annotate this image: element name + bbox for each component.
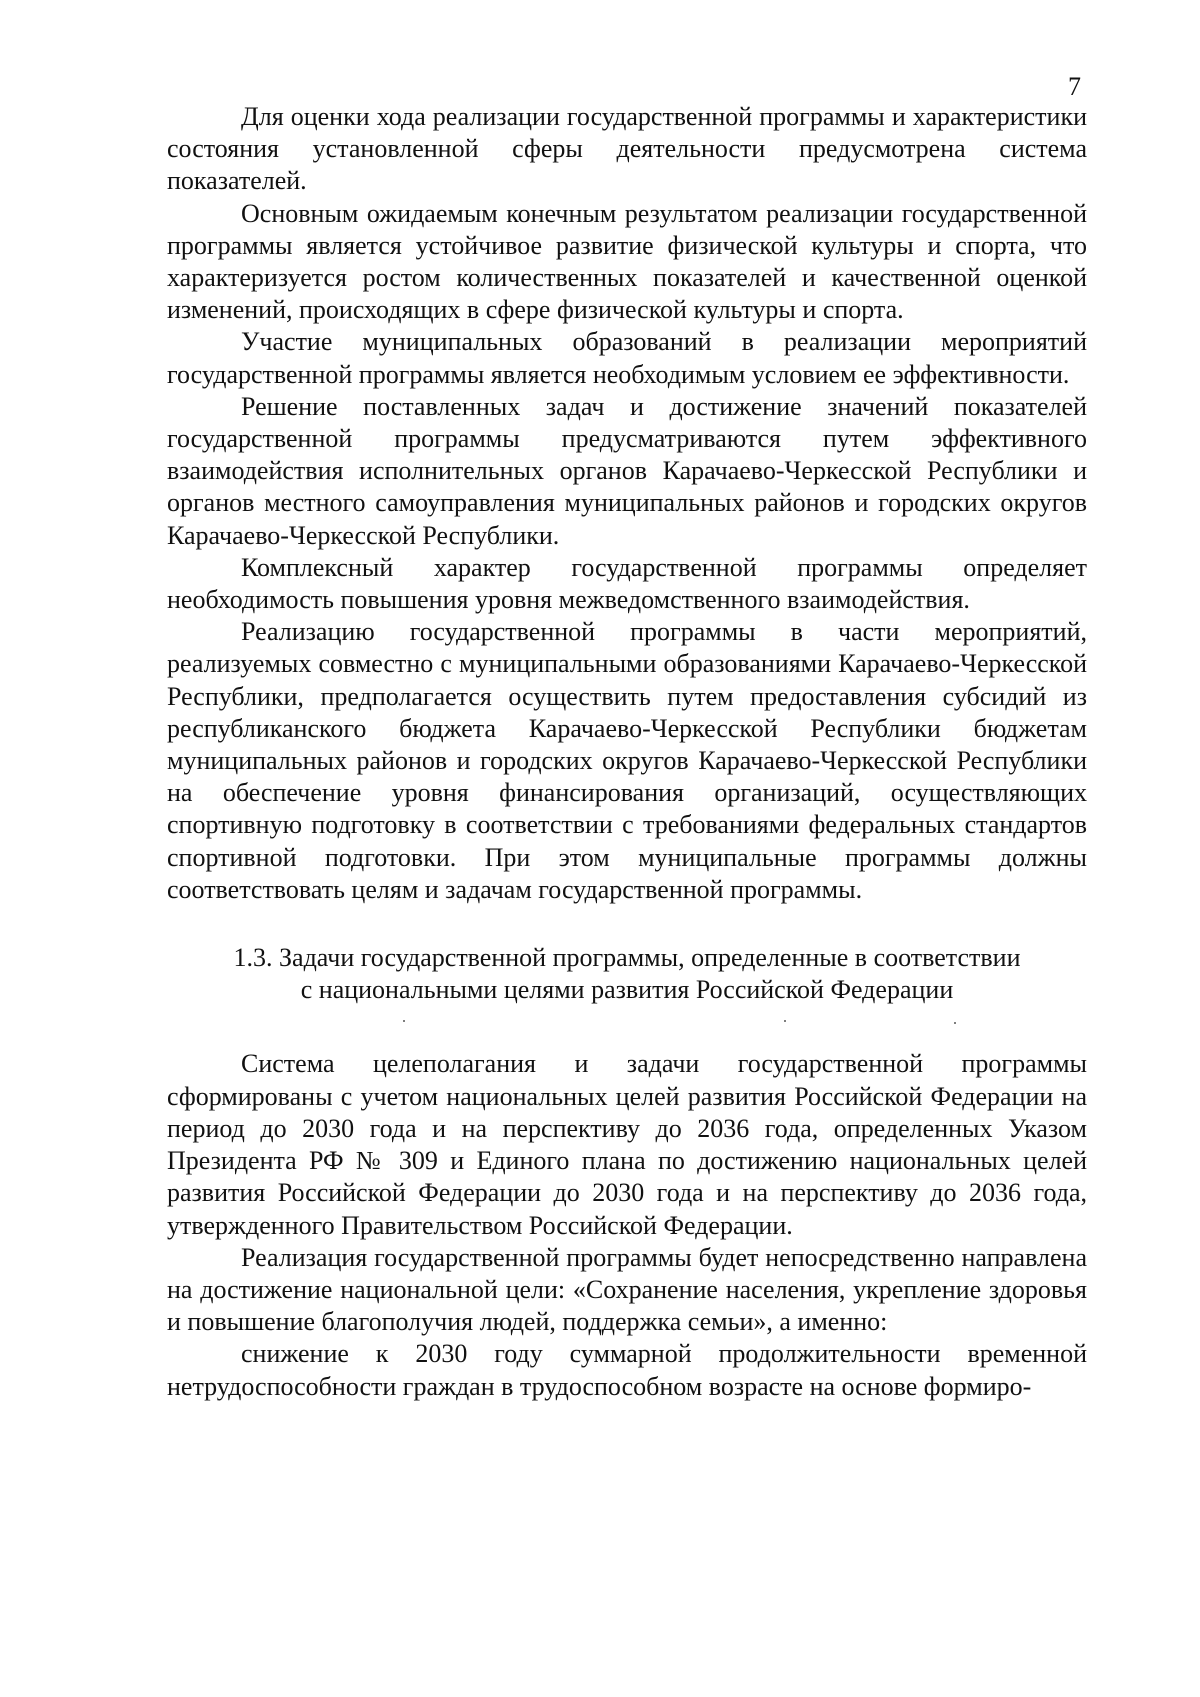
page-number: 7 xyxy=(1068,72,1081,101)
section-heading-line-1: 1.3. Задачи государственной программы, определенные в соответствии xyxy=(233,943,1021,973)
paragraph-national-goal: Реализация государственной программы будет непосредственно направлена на достижение национальной цели: «Сохранение населения, укрепление здоровья и повышение благополучия людей, поддержка семьи», а именно: xyxy=(167,1242,1087,1337)
paragraph-reduction: снижение к 2030 году суммарной продолжительности временной нетрудоспособности граждан в трудоспособном возрасте на основе формиро- xyxy=(167,1339,1087,1401)
section-heading-line-2: с национальными целями развития Российской Федерации xyxy=(300,975,954,1005)
paragraph-indicators-system: Для оценки хода реализации государственной программы и характеристики состояния установленной сферы деятельности предусмотрена система показателей. xyxy=(167,102,1087,196)
paragraph-expected-result: Основным ожидаемым конечным результатом реализации государственной программы является устойчивое развитие физической культуры и спорта, что характеризуется ростом количественных показателей и качественной оценкой изменений, происходящих в сфере физической культуры и спорта. xyxy=(167,198,1087,325)
paragraph-interaction: Решение поставленных задач и достижение значений показателей государственной программы предусматриваются путем эффективного взаимодействия исполнительных органов Карачаево-Черкесской Республики и органов местного самоуправления муниципальных районов и городских округов Карачаево-Черкесской Республики. xyxy=(167,391,1087,550)
document-body xyxy=(167,101,1087,1403)
paragraph-municipal-participation: Участие муниципальных образований в реализации мероприятий государственной программы является необходимым условием ее эффективности. xyxy=(167,327,1087,389)
section-heading xyxy=(167,942,1087,1006)
section-spacer xyxy=(167,1006,1087,1048)
paragraph-subsidies: Реализацию государственной программы в части мероприятий, реализуемых совместно с муниципальными образованиями Карачаево-Черкесской Республики, предполагается осуществить путем предоставления субсидий из республиканского бюджета Карачаево-Черкесской Республики бюджетам муниципальных районов и городских округов Карачаево-Черкесской Республики на обеспечение уровня финансирования организаций, осуществляющих спортивную подготовку в соответствии с требованиями федеральных стандартов спортивной подготовки. При этом муниципальные программы должны соответствовать целям и задачам государственной программы. xyxy=(167,617,1087,904)
paragraph-complex-character: Комплексный характер государственной программы определяет необходимость повышения уровня межведомственного взаимодействия. xyxy=(167,552,1087,615)
paragraph-goal-setting: Система целеполагания и задачи государственной программы сформированы с учетом национальных целей развития Российской Федерации на период до 2030 года и на перспективу до 2036 года, определенных Указом Президента РФ № 309 и Единого плана по достижению национальных целей развития Российской Федерации до 2030 года и на перспективу до 2036 года, утвержденного Правительством Российской Федерации. xyxy=(167,1049,1087,1240)
